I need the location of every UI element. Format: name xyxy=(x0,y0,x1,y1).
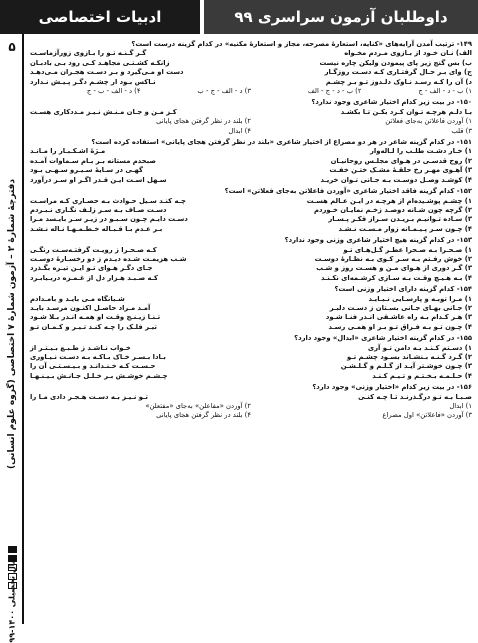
option-1[interactable]: ۱) ابدال xyxy=(449,402,472,411)
question-155: ۱۵۵- در کدام گزینه اختیار شاعری «ابدال» وجود دارد؟ xyxy=(294,334,472,343)
option-3[interactable]: ۳) گـر دوری از هـوای مـن و هسـت روز و شـب جـای دگـر هـوای تـو ایـن تیـره بگـذرد xyxy=(30,264,472,273)
verse-line: الف) نـان خـود از بـازوی مـردم مخـواه گـر گـنـه تـو را بـازوی زورآزماسـت xyxy=(30,49,472,58)
option-1[interactable]: ۱) خـار دشـت طلـب را لـاله‌وار مـژهٔ اشـکـبـار را مـانـد xyxy=(30,147,472,156)
question-152: ۱۵۲- کدام گزینه فاقد اختیار شاعری «آوردن فاعلاتن به‌جای فعلاتن» است؟ xyxy=(224,187,472,196)
answer-options xyxy=(30,411,472,420)
option-4[interactable]: ۴) چـون سـر پـیـمـانه زوار مـسـت نـشـد بـر عـدم بـا قـبـاله خـطـمـهـا نـاله نـشـد xyxy=(30,224,472,233)
option-2[interactable]: ۲) روح قدسـی در هـوای مجلـس روحانیـان صبحدم مستانه بـر بـام سـماوات آمـده xyxy=(30,156,472,165)
option-2[interactable]: ۲) گـرد گـنـه بـنشـاند بسـود چشـم تـو بـادا بـسـر خـاک بـاکـه بـه دسـت نـیـاوری xyxy=(30,353,472,361)
question-149: ۱۴۹- ترتیب آمدن آرایه‌های «کنایه، استعارهٔ مصرحه، مجاز و استعارهٔ مکنیه» در کدام گزینه درست است؟ xyxy=(131,40,472,48)
option-2[interactable]: ۲) گرچه چون شـانه دوصـد زخـم نمایـان خـوردم دسـت صـاف بـه سـر زلـف نگـاری نـبـردم xyxy=(30,205,472,214)
option-1[interactable]: ۱) ب - د - الف - ج xyxy=(418,87,472,96)
question-150: ۱۵۰- در بیت زیر کدام اختیار شاعری وجود ندارد؟ xyxy=(311,98,472,107)
answer-options xyxy=(30,117,472,126)
option-4[interactable]: ۴) حـلـمـه بـخـتـم و تـیـم کـنـد چـشـم خوشـش بـر خـلـل جـانـش بـیـنـهـا xyxy=(30,371,472,380)
option-3[interactable]: ۳) د - الف - ج - ب xyxy=(197,87,251,96)
option-2[interactable]: ۲) آوردن «مفاعلن» به‌جای «مفتعلن» xyxy=(145,402,251,411)
question-151: ۱۵۱- در کدام گزینه شاعر در هر دو مصراع از اختیار شاعری «بلند در نظر گرفتن هجای پایانی» استفاده کرده است؟ xyxy=(91,138,472,147)
page-number: ۵ xyxy=(8,40,16,54)
option-1[interactable]: ۱) صـحـرا بـه صـحرا عطـر گـل‌هـای تـو کـه صـحـرا ز رویـت گرفتـه‌سـت رنگـی xyxy=(30,245,472,254)
option-1[interactable]: ۱) دسـتم کـنـد بـه دامن تـو آری خـواب نـاشـد ز طـبـع بـیـتـر از xyxy=(30,343,472,352)
option-2[interactable]: ۲) ب - د - ج - الف xyxy=(307,87,362,96)
verse-line: صـبـا بـه تـو درگـذرنـد تـا چـه کنـی تـو نـیـز بـه دسـت هـجـر دادی مـا را xyxy=(30,392,472,401)
side-margin xyxy=(0,34,24,643)
subject-title: ادبیات اختصاصی xyxy=(0,0,200,34)
verse-line: ج) وای بـر حـال گرفتـاری کـه دسـت روزگـار دست او مـی‌گیرد و بـر دسـت هجـران مـی‌دهـد xyxy=(30,68,472,77)
option-3[interactable]: ۳) قلب xyxy=(451,126,472,135)
answer-options xyxy=(30,87,472,96)
option-1[interactable]: ۱) چشـم پوشـیده‌ام از هرچـه در ایـن عـالم هسـت چـه کنـد سـیل حـوادث بـه حصـاری کـه مراسـت xyxy=(30,196,472,205)
verse-line: ب) بس گنج زیر پای پیمودن ولیکن چاره نیست زانکـه کشـتـی مجاهـد کـی رود بـی بادبـان xyxy=(30,58,472,67)
option-4[interactable]: ۴) بـه هـیـچ وقـت بـه سـازی کرشـمه‌ای نکـنـد کـه صـبـد هـزار دل از غـمـزه دربـیابـرد xyxy=(30,273,472,282)
option-3[interactable]: ۳) چـون خوشـتر آیـد از گـلـم و گـلـشـن حـسـت کـه خـنـدانـد و بـیـسـتـی آن را xyxy=(30,362,472,371)
question-153: ۱۵۳- در کدام گزینه هیچ اختیار شاعری وزنی وجود ندارد؟ xyxy=(284,236,472,245)
option-2[interactable]: ۲) جـانی بهـای جـانی بسـتان ز دسـت دلبـر آمـد مـراد حاصـل اکنـون مرسـد بایـد xyxy=(30,303,472,312)
option-4[interactable]: ۴) چـون تـو بـه فـراق تـو بـر او همـی رسـد تیـر فلـک را چـه کنـد تـیـر و کـمـان تـو xyxy=(30,322,472,331)
verse-line: بـا دلـم هرچـه تـوان کـرد بکـن تـا بکشـد کـز مـن و جـان مـنـش نـیـز مـددکاری هسـت xyxy=(30,107,472,116)
progress-box xyxy=(8,546,17,553)
option-3[interactable]: ۳) هـر کـدام بـه راه عاشـقی انـدر فنـا شـود تـنـا زیـنـج وقـت او همـه انـدر بـلا شـود xyxy=(30,313,472,322)
exam-title: داوطلبان آزمون سراسری ۹۹ xyxy=(204,0,478,34)
option-2[interactable]: ۲) بلند در نظر گرفتن هجای پایانی xyxy=(156,117,251,126)
questions-area xyxy=(30,40,472,620)
option-4[interactable]: ۴) د - الف - ب - ج xyxy=(86,87,141,96)
page-header xyxy=(0,0,478,34)
question-154: ۱۵۴- کدام گزینه دارای اختیار وزنی است؟ xyxy=(334,285,472,294)
option-1[interactable]: ۱) آوردن فاعلاتن به‌جای فعلاتن xyxy=(385,117,472,126)
option-3[interactable]: ۳) سـاده تـوانیـم بـریـدن سـراز فکـر پـسـار دسـت دایـم چـون سـبـو در زیـر سـر بایـسد مـرا xyxy=(30,215,472,224)
option-4[interactable]: ۴) ابدال xyxy=(228,126,251,135)
option-1[interactable]: ۱) مـرا توبـه و پارسـایی نـبـایـد شـبانگاه مـی بایـد و بامـدادم xyxy=(30,294,472,303)
option-3[interactable]: ۳) آهـوی مهـر رخ حلقـهٔ مشـک ختـن خفـت گهـی در سـایهٔ سـیـرو سـهـی بـود xyxy=(30,166,472,175)
question-156: ۱۵۶- در بیت زیر کدام «اختیار وزنی» وجود دارد؟ xyxy=(312,383,472,392)
answer-options xyxy=(30,127,472,136)
booklet-label: دفترچهٔ شمارهٔ ۲ – آزمون شمارهٔ ۷ اختصاصی (گروه علوم انسانی) xyxy=(7,178,17,470)
option-3[interactable]: ۳) آوردن «فاعلاتن» اول مصراع xyxy=(382,411,472,420)
option-4[interactable]: ۴) بلند در نظر گرفتن هجای پایانی xyxy=(156,411,251,420)
year-label: سال تحصیلی ۱۴۰۰-۹۹ xyxy=(7,555,17,643)
verse-line: د) آن را کـه رسـد نـاوک دلـدوز تـو بـر چشـم نـاکس بـود ار چشـم دگـر پـیـش نـدارد xyxy=(30,77,472,86)
option-4[interactable]: ۴) کوشـد وصـل دوسـت بـه جـانی تـوان خریـد سـهل اسـت ایـن قـدر اگـر او سـر درآورد xyxy=(30,175,472,184)
option-2[interactable]: ۲) خوش رفـتم بـه سـر کـوی بـه نظـارهٔ دوسـت شـب هزیمـت شـده دیـدم ز دو رخسـارهٔ دوسـت xyxy=(30,254,472,263)
